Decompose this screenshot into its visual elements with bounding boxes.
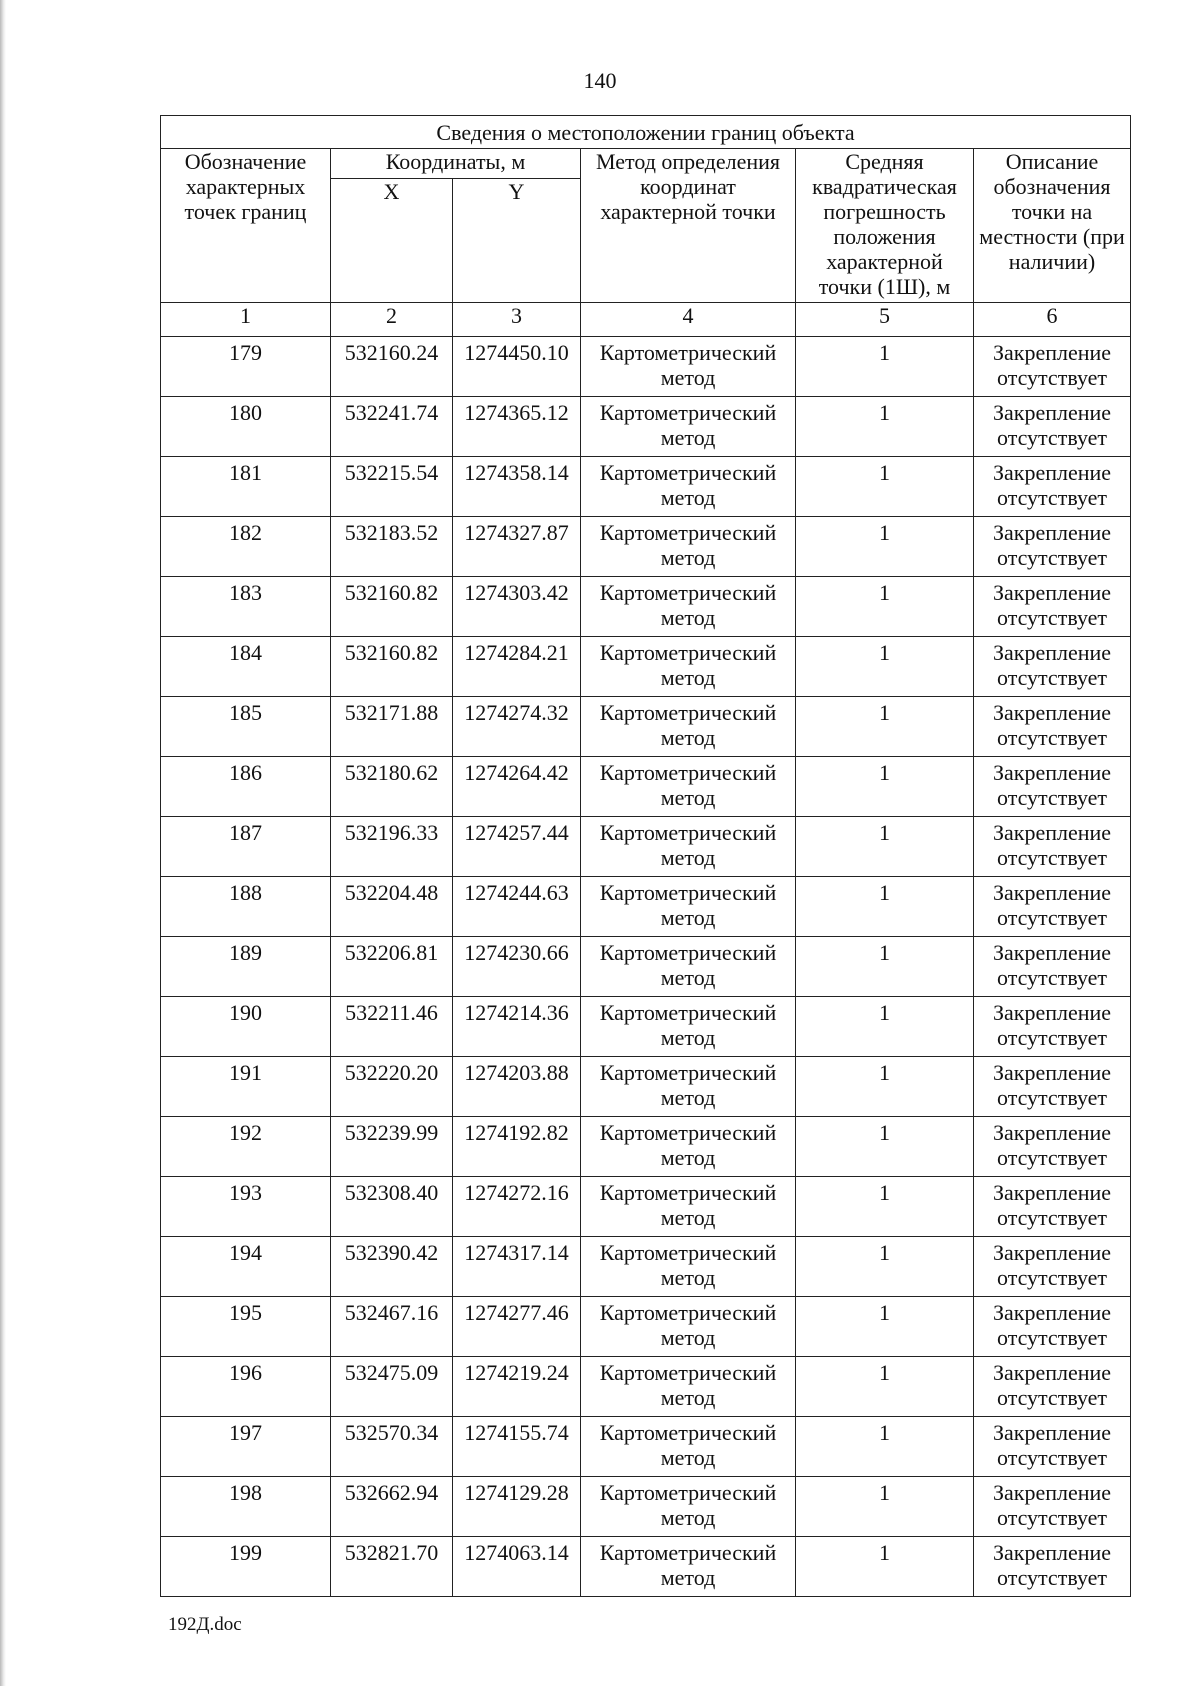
table-row: [161, 997, 1131, 1057]
cell-method: Картометрический метод: [581, 757, 796, 817]
cell-method: Картометрический метод: [581, 577, 796, 637]
cell-x: 532160.82: [331, 577, 453, 637]
cell-x: 532239.99: [331, 1117, 453, 1177]
cell-point: 197: [161, 1417, 331, 1477]
header-x: X: [331, 179, 453, 303]
cell-point: 193: [161, 1177, 331, 1237]
cell-method: Картометрический метод: [581, 1357, 796, 1417]
cell-error: 1: [796, 1537, 974, 1597]
cell-y: 1274155.74: [453, 1417, 581, 1477]
table-row: [161, 877, 1131, 937]
table-row: [161, 517, 1131, 577]
cell-x: 532196.33: [331, 817, 453, 877]
header-y: Y: [453, 179, 581, 303]
cell-x: 532160.82: [331, 637, 453, 697]
cell-description: Закрепление отсутствует: [974, 757, 1131, 817]
cell-point: 187: [161, 817, 331, 877]
cell-y: 1274303.42: [453, 577, 581, 637]
cell-error: 1: [796, 937, 974, 997]
cell-point: 180: [161, 397, 331, 457]
cell-y: 1274284.21: [453, 637, 581, 697]
table-row: [161, 1297, 1131, 1357]
footer-filename: 192Д.doc: [168, 1614, 242, 1635]
table-row: [161, 1057, 1131, 1117]
table-row: [161, 817, 1131, 877]
cell-y: 1274230.66: [453, 937, 581, 997]
header-method: Метод определения координат характерной точки: [581, 149, 796, 303]
page-number: 140: [583, 68, 617, 93]
cell-method: Картометрический метод: [581, 1237, 796, 1297]
cell-y: 1274219.24: [453, 1357, 581, 1417]
cell-x: 532220.20: [331, 1057, 453, 1117]
cell-method: Картометрический метод: [581, 697, 796, 757]
cell-description: Закрепление отсутствует: [974, 577, 1131, 637]
cell-x: 532662.94: [331, 1477, 453, 1537]
cell-point: 190: [161, 997, 331, 1057]
cell-x: 532241.74: [331, 397, 453, 457]
table-row: [161, 1357, 1131, 1417]
boundary-coordinates-table: [160, 115, 1131, 1597]
cell-y: 1274317.14: [453, 1237, 581, 1297]
cell-description: Закрепление отсутствует: [974, 1297, 1131, 1357]
cell-error: 1: [796, 1177, 974, 1237]
cell-y: 1274327.87: [453, 517, 581, 577]
cell-error: 1: [796, 1297, 974, 1357]
column-number: 6: [974, 303, 1131, 337]
cell-y: 1274264.42: [453, 757, 581, 817]
cell-y: 1274272.16: [453, 1177, 581, 1237]
cell-error: 1: [796, 1477, 974, 1537]
cell-method: Картометрический метод: [581, 1117, 796, 1177]
cell-point: 185: [161, 697, 331, 757]
cell-point: 194: [161, 1237, 331, 1297]
column-number: 2: [331, 303, 453, 337]
table-row: [161, 1237, 1131, 1297]
cell-description: Закрепление отсутствует: [974, 817, 1131, 877]
table-row: [161, 1417, 1131, 1477]
cell-description: Закрепление отсутствует: [974, 1417, 1131, 1477]
cell-point: 188: [161, 877, 331, 937]
cell-description: Закрепление отсутствует: [974, 337, 1131, 397]
cell-y: 1274358.14: [453, 457, 581, 517]
cell-x: 532390.42: [331, 1237, 453, 1297]
cell-method: Картометрический метод: [581, 457, 796, 517]
cell-error: 1: [796, 817, 974, 877]
table-row: [161, 697, 1131, 757]
cell-description: Закрепление отсутствует: [974, 997, 1131, 1057]
cell-point: 182: [161, 517, 331, 577]
cell-y: 1274203.88: [453, 1057, 581, 1117]
cell-error: 1: [796, 757, 974, 817]
table-row: [161, 457, 1131, 517]
cell-y: 1274063.14: [453, 1537, 581, 1597]
table-row: [161, 1177, 1131, 1237]
cell-point: 198: [161, 1477, 331, 1537]
cell-y: 1274274.32: [453, 697, 581, 757]
cell-description: Закрепление отсутствует: [974, 397, 1131, 457]
cell-method: Картометрический метод: [581, 877, 796, 937]
column-number: 5: [796, 303, 974, 337]
cell-x: 532211.46: [331, 997, 453, 1057]
cell-error: 1: [796, 877, 974, 937]
cell-error: 1: [796, 577, 974, 637]
cell-method: Картометрический метод: [581, 1477, 796, 1537]
cell-error: 1: [796, 457, 974, 517]
cell-description: Закрепление отсутствует: [974, 877, 1131, 937]
cell-method: Картометрический метод: [581, 1057, 796, 1117]
cell-method: Картометрический метод: [581, 397, 796, 457]
cell-method: Картометрический метод: [581, 1297, 796, 1357]
cell-description: Закрепление отсутствует: [974, 457, 1131, 517]
header-error: Средняя квадратическая погрешность положения характерной точки (1Ш), м: [796, 149, 974, 303]
column-number: 4: [581, 303, 796, 337]
cell-x: 532180.62: [331, 757, 453, 817]
cell-x: 532215.54: [331, 457, 453, 517]
cell-x: 532570.34: [331, 1417, 453, 1477]
cell-method: Картометрический метод: [581, 637, 796, 697]
cell-point: 191: [161, 1057, 331, 1117]
cell-point: 184: [161, 637, 331, 697]
cell-error: 1: [796, 517, 974, 577]
cell-description: Закрепление отсутствует: [974, 1177, 1131, 1237]
cell-description: Закрепление отсутствует: [974, 517, 1131, 577]
cell-description: Закрепление отсутствует: [974, 1057, 1131, 1117]
cell-description: Закрепление отсутствует: [974, 1117, 1131, 1177]
column-number: 1: [161, 303, 331, 337]
table-row: [161, 937, 1131, 997]
cell-description: Закрепление отсутствует: [974, 1537, 1131, 1597]
cell-x: 532821.70: [331, 1537, 453, 1597]
header-point-designation: Обозначение характерных точек границ: [161, 149, 331, 303]
table-body: [161, 337, 1131, 1597]
cell-y: 1274129.28: [453, 1477, 581, 1537]
cell-y: 1274450.10: [453, 337, 581, 397]
cell-method: Картометрический метод: [581, 337, 796, 397]
cell-description: Закрепление отсутствует: [974, 637, 1131, 697]
cell-y: 1274257.44: [453, 817, 581, 877]
cell-point: 183: [161, 577, 331, 637]
table-row: [161, 577, 1131, 637]
cell-error: 1: [796, 1057, 974, 1117]
cell-method: Картометрический метод: [581, 1417, 796, 1477]
cell-x: 532308.40: [331, 1177, 453, 1237]
table-row: [161, 397, 1131, 457]
cell-x: 532475.09: [331, 1357, 453, 1417]
cell-y: 1274365.12: [453, 397, 581, 457]
table-row: [161, 1477, 1131, 1537]
cell-method: Картометрический метод: [581, 1537, 796, 1597]
cell-point: 192: [161, 1117, 331, 1177]
cell-description: Закрепление отсутствует: [974, 697, 1131, 757]
cell-method: Картометрический метод: [581, 517, 796, 577]
cell-error: 1: [796, 697, 974, 757]
table-row: [161, 337, 1131, 397]
table-row: [161, 1117, 1131, 1177]
cell-description: Закрепление отсутствует: [974, 1477, 1131, 1537]
cell-point: 179: [161, 337, 331, 397]
cell-error: 1: [796, 1357, 974, 1417]
column-numbers-row: [161, 303, 1131, 337]
cell-point: 189: [161, 937, 331, 997]
cell-method: Картометрический метод: [581, 937, 796, 997]
table-row: [161, 637, 1131, 697]
cell-error: 1: [796, 397, 974, 457]
table-title: Сведения о местоположении границ объекта: [161, 116, 1131, 149]
cell-x: 532206.81: [331, 937, 453, 997]
cell-error: 1: [796, 337, 974, 397]
cell-x: 532183.52: [331, 517, 453, 577]
cell-x: 532204.48: [331, 877, 453, 937]
cell-error: 1: [796, 1237, 974, 1297]
scan-edge: [0, 0, 6, 1686]
cell-y: 1274214.36: [453, 997, 581, 1057]
cell-y: 1274192.82: [453, 1117, 581, 1177]
cell-point: 196: [161, 1357, 331, 1417]
cell-error: 1: [796, 1417, 974, 1477]
cell-x: 532467.16: [331, 1297, 453, 1357]
table-row: [161, 1537, 1131, 1597]
cell-x: 532160.24: [331, 337, 453, 397]
cell-y: 1274277.46: [453, 1297, 581, 1357]
cell-point: 199: [161, 1537, 331, 1597]
cell-point: 195: [161, 1297, 331, 1357]
header-coordinates: Координаты, м: [331, 149, 581, 179]
cell-method: Картометрический метод: [581, 817, 796, 877]
cell-description: Закрепление отсутствует: [974, 1237, 1131, 1297]
table-row: [161, 757, 1131, 817]
cell-description: Закрепление отсутствует: [974, 937, 1131, 997]
cell-point: 181: [161, 457, 331, 517]
cell-error: 1: [796, 1117, 974, 1177]
cell-x: 532171.88: [331, 697, 453, 757]
header-description: Описание обозначения точки на местности (при наличии): [974, 149, 1131, 303]
column-number: 3: [453, 303, 581, 337]
cell-error: 1: [796, 637, 974, 697]
cell-method: Картометрический метод: [581, 1177, 796, 1237]
cell-y: 1274244.63: [453, 877, 581, 937]
cell-description: Закрепление отсутствует: [974, 1357, 1131, 1417]
cell-point: 186: [161, 757, 331, 817]
cell-error: 1: [796, 997, 974, 1057]
cell-method: Картометрический метод: [581, 997, 796, 1057]
